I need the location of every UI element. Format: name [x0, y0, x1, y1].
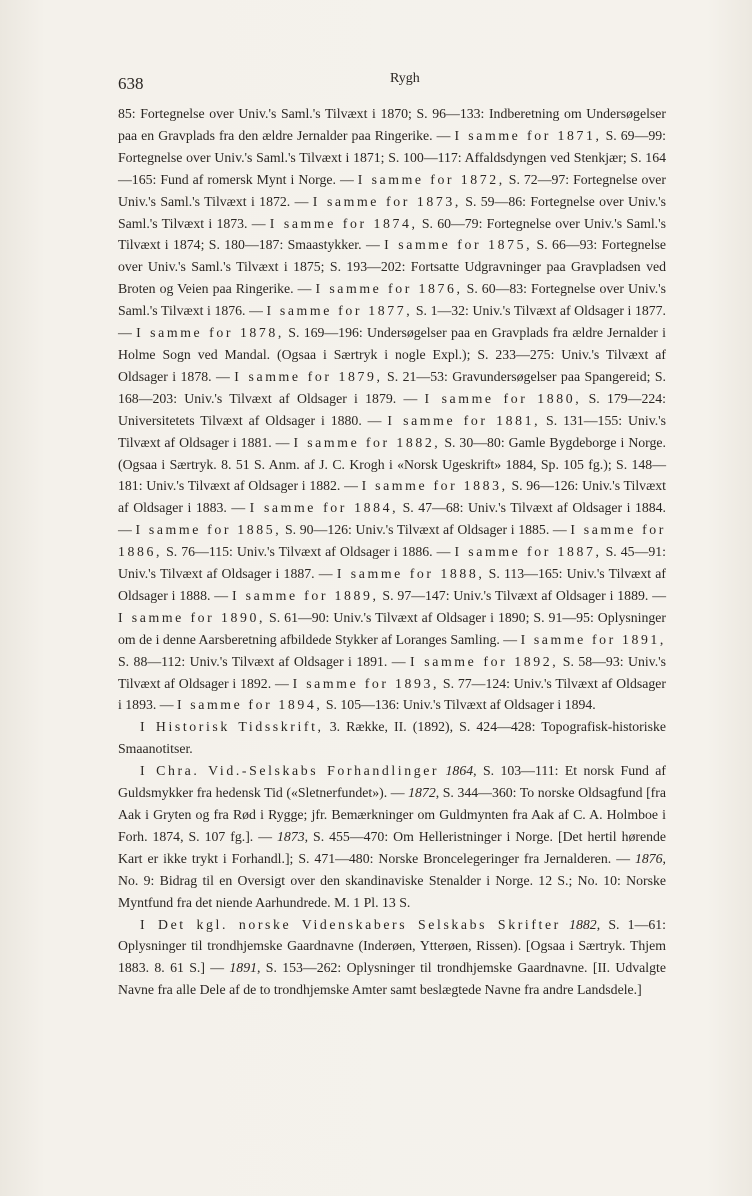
- spaced-title: I samme for 1871,: [454, 127, 602, 143]
- spaced-title: I samme for 1883,: [361, 478, 508, 494]
- text-run: , S. 344—360: To norske Oldsagfund [fra Aak i Gryten og fra Rød i Rygge; jfr. Bemærkninger om Guldmynten fra Aak af C. A. Holmboe i Forh. 1874, S. 107 fg.]. —: [118, 785, 666, 844]
- spaced-title: I samme for 1881,: [387, 412, 541, 428]
- bibliography-body: [118, 103, 666, 1001]
- text-run: S. 66—93: Fortegnelse over Univ.'s Saml.'s Tilvæxt i 1875; S. 193—202: Fortsatte Udgravninger paa Gravpladsen ved Broten og Veien paa Ringerike. —: [118, 237, 666, 297]
- spaced-title: I samme for 1884,: [249, 500, 399, 516]
- text-run: 85: Fortegnelse over Univ.'s Saml.'s Tilvæxt i 1870; S. 96—133: Indberetning om Undersøgelser paa en Gravplads fra den ældre Jernalder paa Ringerike. —: [118, 106, 666, 143]
- text-run: S. 58—93: Univ.'s Tilvæxt af Oldsager i 1892. —: [118, 653, 666, 691]
- text-run: , S. 103—111: Et norsk Fund af Guldsmykker fra hedensk Tid («Sletnerfundet»). —: [118, 763, 667, 801]
- text-run: S. 1—32: Univ.'s Tilvæxt af Oldsager i 1877. —: [118, 303, 667, 341]
- text-run: 3. Række, II. (1892), S. 424—428: Topografisk-historiske Smaanotitser.: [118, 719, 666, 757]
- text-run: S. 47—68: Univ.'s Tilvæxt af Oldsager i 1884. —: [118, 500, 666, 538]
- text-run: S. 88—112: Univ.'s Tilvæxt af Oldsager i 1891. —: [118, 653, 411, 669]
- year-italic: 1876: [634, 850, 663, 866]
- text-run: S. 72—97: Fortegnelse over Univ.'s Saml.'s Tilvæxt i 1872. —: [118, 171, 666, 209]
- spaced-title: I Det kgl. norske Videnskabers Selskabs Skrifter: [140, 916, 561, 932]
- spaced-title: I samme for 1879,: [234, 368, 383, 384]
- text-run: S. 61—90: Univ.'s Tilvæxt af Oldsager i 1890; S. 91—95: Oplysninger om de i denne Aarsberetning afbildede Stykker af Loranges Samling. —: [118, 609, 666, 647]
- spaced-title: I samme for 1877,: [266, 303, 413, 319]
- text-run: S. 30—80: Gamle Bygdeborge i Norge. (Ogsaa i Særtryk. 8. 51 S. Anm. af J. C. Krogh i «Norsk Ugeskrift» 1884, Sp. 105 fg.); S. 148—181: Univ.'s Tilvæxt af Oldsager i 1882. —: [118, 434, 667, 494]
- spaced-title: I samme for 1878,: [136, 325, 284, 341]
- year-italic: 1882: [569, 916, 597, 932]
- spaced-title: I Chra. Vid.-Selskabs Forhandlinger: [140, 763, 440, 779]
- running-head: Rygh: [390, 71, 420, 86]
- text-run: S. 60—79: Fortegnelse over Univ.'s Saml.'s Tilvæxt i 1874; S. 180—187: Smaastykker. —: [118, 215, 666, 253]
- text-run: , No. 9: Bidrag til en Oversigt over den skandinaviske Stenalder i Norge. 12 S.; No. 10: Norske Myntfund fra det niende Aarhundrede. M. 1 Pl. 13 S.: [118, 850, 666, 910]
- spaced-title: I samme for 1891,: [520, 631, 666, 647]
- spaced-title: I samme for 1892,: [410, 653, 559, 669]
- year-italic: 1891: [229, 960, 257, 976]
- spaced-title: I samme for 1886,: [118, 522, 666, 560]
- text-run: , S. 455—470: Om Helleristninger i Norge. [Det hertil hørende Kart er ikke trykt i Forhandl.]; S. 471—480: Norske Broncelegeringer fra Jernalderen. —: [118, 828, 666, 866]
- year-italic: 1873: [277, 828, 305, 844]
- text-run: S. 179—224: Universitetets Tilvæxt af Oldsager i 1880. —: [118, 390, 666, 428]
- paragraph-historisk-tidsskrift: [118, 716, 666, 760]
- spaced-title: I samme for 1887,: [454, 544, 602, 560]
- text-run: S. 69—99: Fortegnelse over Univ.'s Saml.'s Tilvæxt i 1871; S. 100—117: Affaldsdyngen ved Stenkjær; S. 164—165: Fund af romersk Mynt i Norge. —: [118, 127, 666, 187]
- spaced-title: I samme for 1894,: [177, 697, 323, 713]
- spaced-title: I samme for 1893,: [292, 675, 440, 691]
- text-run: S. 76—115: Univ.'s Tilvæxt af Oldsager i 1886. —: [162, 544, 455, 560]
- spaced-title: I samme for 1876,: [315, 281, 463, 297]
- text-run: , S. 153—262: Oplysninger til trondhjemske Gaardnavne. [II. Udvalgte Navne fra alle Dele af de to trondhjemske Amter samt beslægtede Navne fra andre Landsdele.]: [118, 960, 666, 998]
- paragraph-univ-list: [118, 103, 666, 716]
- paragraph-chra-vid-selskabs: [118, 760, 666, 913]
- spaced-title: I samme for 1885,: [135, 522, 282, 538]
- text-run: S. 96—126: Univ.'s Tilvæxt af Oldsager i 1883. —: [118, 478, 667, 516]
- spaced-title: I Historisk Tidsskrift,: [140, 719, 324, 735]
- paragraph-kgl-norske-videnskabers: [118, 914, 666, 1002]
- text-run: S. 131—155: Univ.'s Tilvæxt af Oldsager i 1881. —: [118, 412, 666, 450]
- spaced-title: I samme for 1874,: [269, 215, 418, 231]
- text-run: S. 21—53: Gravundersøgelser paa Spangereid; S. 168—203: Univ.'s Tilvæxt af Oldsager i 1879. —: [118, 368, 666, 406]
- text-run: , S. 1—61: Oplysninger til trondhjemske Gaardnavne (Inderøen, Ytterøen, Rissen). [Ogsaa i Særtryk. Thjem 1883. 8. 61 S.] —: [118, 916, 667, 976]
- text-run: S. 77—124: Univ.'s Tilvæxt af Oldsager i 1893. —: [118, 675, 666, 713]
- spaced-title: I samme for 1882,: [293, 434, 441, 450]
- text-run: S. 105—136: Univ.'s Tilvæxt af Oldsager i 1894.: [322, 697, 596, 713]
- spaced-title: I samme for 1875,: [384, 237, 533, 253]
- text-run: S. 59—86: Fortegnelse over Univ.'s Saml.'s Tilvæxt i 1873. —: [118, 193, 667, 231]
- year-italic: 1872: [408, 785, 436, 801]
- spaced-title: I samme for 1872,: [357, 171, 505, 187]
- text-run: S. 169—196: Undersøgelser paa en Gravplads fra ældre Jernalder i Holme Sogn ved Mandal. (Ogsaa i Særtryk i nogle Expl.); S. 233—275: Univ.'s Tilvæxt af Oldsager i 1878. —: [118, 325, 666, 384]
- text-run: S. 113—165: Univ.'s Tilvæxt af Oldsager i 1888. —: [118, 566, 666, 603]
- spaced-title: I samme for 1888,: [336, 566, 485, 582]
- text-run: S. 45—91: Univ.'s Tilvæxt af Oldsager i 1887. —: [118, 544, 667, 582]
- spaced-title: I samme for 1889,: [231, 587, 379, 603]
- page-header: [118, 71, 666, 94]
- page-number: 638: [118, 74, 144, 93]
- year-italic: 1864: [445, 763, 474, 779]
- spaced-title: I samme for 1873,: [312, 193, 461, 209]
- spaced-title: I samme for 1890,: [118, 609, 266, 625]
- text-run: S. 97—147: Univ.'s Tilvæxt af Oldsager i 1889. —: [378, 587, 666, 603]
- text-run: S. 90—126: Univ.'s Tilvæxt af Oldsager i 1885. —: [281, 522, 571, 538]
- text-run: [561, 917, 569, 932]
- spaced-title: I samme for 1880,: [424, 390, 582, 406]
- text-run: S. 60—83: Fortegnelse over Univ.'s Saml.'s Tilvæxt i 1876. —: [118, 281, 666, 319]
